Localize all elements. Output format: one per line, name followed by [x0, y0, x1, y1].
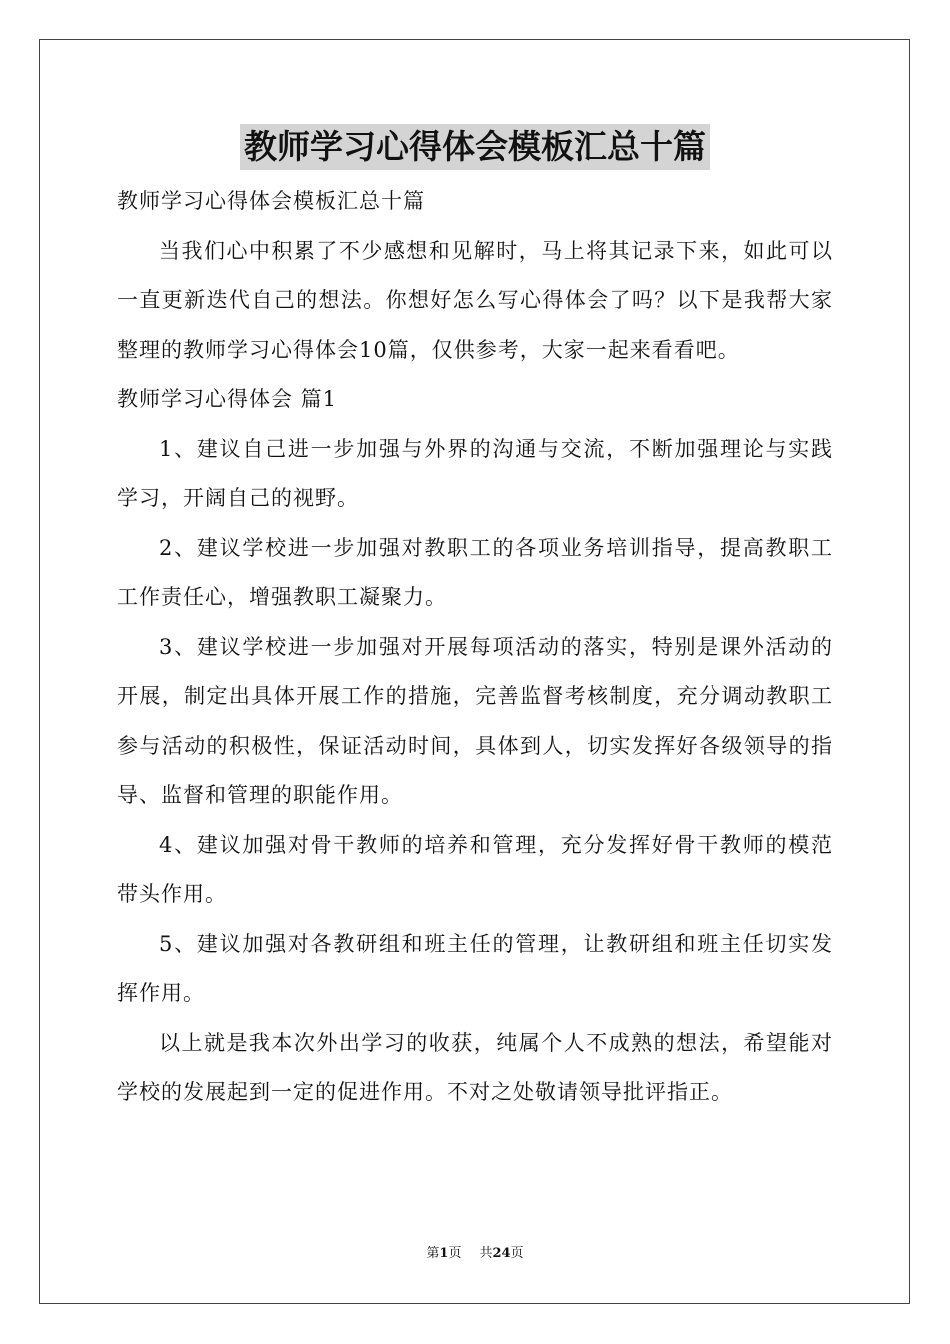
intro-paragraph: 当我们心中积累了不少感想和见解时，马上将其记录下来，如此可以一直更新迭代自己的想法。你想好怎么写心得体会了吗？以下是我帮大家整理的教师学习心得体会10篇，仅供参考，大家一起来看看吧。	[117, 238, 833, 362]
paragraph-item-2: 2、建议学校进一步加强对教职工的各项业务培训指导，提高教职工工作责任心，增强教职工凝聚力。	[117, 535, 833, 609]
document-body	[117, 177, 833, 1118]
paragraph-item-4: 4、建议加强对骨干教师的培养和管理，充分发挥好骨干教师的模范带头作用。	[117, 832, 833, 906]
total-prefix: 共	[479, 1246, 493, 1261]
document-title: 教师学习心得体会模板汇总十篇	[240, 124, 710, 170]
closing-paragraph: 以上就是我本次外出学习的收获，纯属个人不成熟的想法，希望能对学校的发展起到一定的促进作用。不对之处敬请领导批评指正。	[117, 1030, 833, 1104]
paragraph-item-1: 1、建议自己进一步加强与外界的沟通与交流，不断加强理论与实践学习，开阔自己的视野。	[117, 436, 833, 510]
page-suffix: 页	[448, 1246, 462, 1261]
page-prefix: 第	[426, 1246, 440, 1261]
paragraph-item-5: 5、建议加强对各教研组和班主任的管理，让教研组和班主任切实发挥作用。	[117, 931, 833, 1005]
total-pages: 24	[492, 1246, 511, 1261]
page-number: 1	[439, 1246, 449, 1261]
title-area	[0, 124, 950, 170]
section-heading: 教师学习心得体会 篇1	[117, 387, 338, 411]
document-subtitle: 教师学习心得体会模板汇总十篇	[117, 189, 425, 213]
total-suffix: 页	[510, 1246, 524, 1261]
paragraph-item-3: 3、建议学校进一步加强对开展每项活动的落实，特别是课外活动的开展，制定出具体开展工作的措施，完善监督考核制度，充分调动教职工参与活动的积极性，保证活动时间，具体到人，切实发挥好各级领导的指导、监督和管理的职能作用。	[117, 634, 833, 807]
page-footer	[0, 1245, 950, 1263]
